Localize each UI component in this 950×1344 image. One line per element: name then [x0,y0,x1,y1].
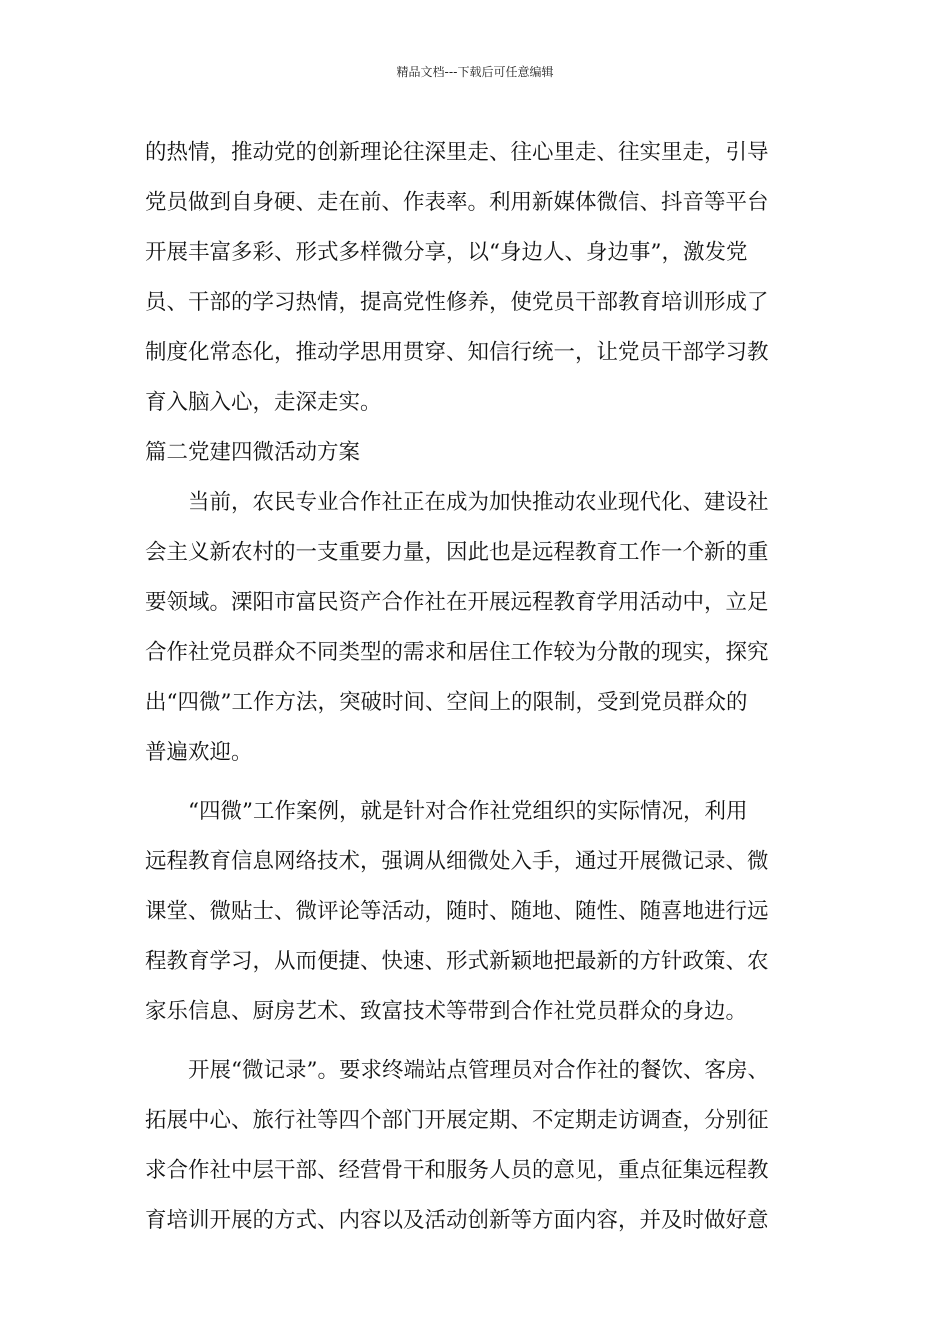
paragraph-gap [145,1037,835,1046]
text-line: 的热情，推动党的创新理论往深里走、往心里走、往实里走，引导 [145,140,769,165]
text-line: 合作社党员群众不同类型的需求和居住工作较为分散的现实，探究 [145,640,769,665]
paragraph-2 [145,478,835,778]
text-line: 员、干部的学习热情，提高党性修养，使党员干部教育培训形成了 [145,290,769,315]
text-line: 普遍欢迎。 [145,740,253,765]
text-line: “四微”工作案例，就是针对合作社党组织的实际情况，利用 [188,799,748,824]
text-line: 远程教育信息网络技术，强调从细微处入手，通过开展微记录、微 [145,849,769,874]
text-line: 出“四微”工作方法，突破时间、空间上的限制，受到党员群众的 [145,690,748,715]
text-line: 党员做到自身硬、走在前、作表率。利用新媒体微信、抖音等平台 [145,190,769,215]
text-line: 制度化常态化，推动学思用贯穿、知信行统一，让党员干部学习教 [145,340,769,365]
page-header: 精品文档---下载后可任意编辑 [396,65,554,79]
text-line: 开展“微记录”。要求终端站点管理员对合作社的餐饮、客房、 [188,1058,769,1083]
paragraph-4 [145,1046,835,1246]
text-line: 课堂、微贴士、微评论等活动，随时、随地、随性、随喜地进行远 [145,899,769,924]
paragraph-3 [145,787,835,1037]
text-line: 拓展中心、旅行社等四个部门开展定期、不定期走访调查，分别征 [145,1108,769,1133]
document-body [145,128,835,1246]
section-title: 篇二党建四微活动方案 [145,440,361,465]
text-line: 要领域。溧阳市富民资产合作社在开展远程教育学用活动中，立足 [145,590,769,615]
text-line: 开展丰富多彩、形式多样微分享，以“身边人、身边事”，激发党 [145,240,748,265]
paragraph-gap [145,778,835,787]
text-line: 当前，农民专业合作社正在成为加快推动农业现代化、建设社 [188,490,769,515]
text-line: 家乐信息、厨房艺术、致富技术等带到合作社党员群众的身边。 [145,999,748,1024]
text-line: 求合作社中层干部、经营骨干和服务人员的意见，重点征集远程教 [145,1158,769,1183]
text-line: 育入脑入心，走深走实。 [145,390,382,415]
text-line: 程教育学习，从而便捷、快速、形式新颖地把最新的方针政策、农 [145,949,769,974]
text-line: 育培训开展的方式、内容以及活动创新等方面内容，并及时做好意 [145,1208,769,1233]
text-line: 会主义新农村的一支重要力量，因此也是远程教育工作一个新的重 [145,540,769,565]
section-heading [145,428,835,478]
paragraph-1 [145,128,835,428]
